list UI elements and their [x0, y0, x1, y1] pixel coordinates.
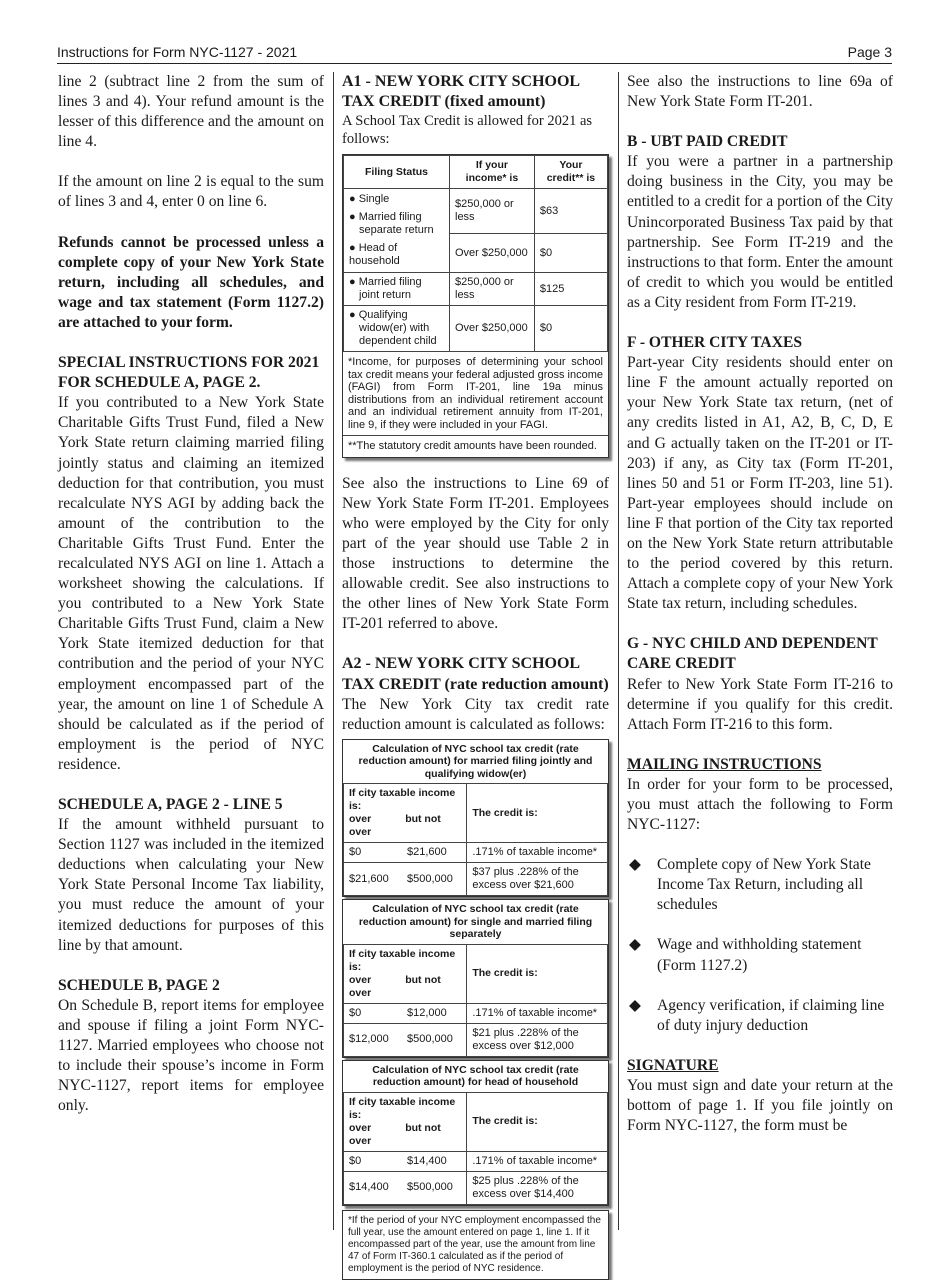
- table-header: If city taxable income is: over but not over: [344, 784, 467, 843]
- column-divider-1: [333, 72, 334, 1230]
- table-cell: $0: [344, 1003, 403, 1023]
- paragraph: If the amount on line 2 is equal to the sum of lines 3 and 4, enter 0 on line 6.: [58, 173, 324, 211]
- section-heading: SIGNATURE: [627, 1056, 719, 1074]
- table-cell: $12,000: [402, 1003, 467, 1023]
- list-item: ◆ Agency verification, if claiming line of duty injury deduction: [629, 996, 885, 1034]
- table-cell: $12,000: [344, 1023, 403, 1056]
- table-title: Calculation of NYC school tax credit (rate reduction amount) for married filing jointly and qualifying widow(er): [343, 740, 608, 785]
- section-heading: SCHEDULE A, PAGE 2 - LINE 5: [58, 796, 283, 813]
- refund-warning: Refunds cannot be processed unless a complete copy of your New York State return, including all schedules, and wage and tax statement (Form 1127.2) are attached to your form.: [58, 233, 324, 331]
- paragraph: See also the instructions to Line 69 of New York State Form IT-201. Employees who were employed by the City for only part of the year should use Table 2 in those instructions to determine the allowable credit. See also instructions to the other lines of New York State Form IT-201 referred to above.: [342, 474, 609, 633]
- table-header: The credit is:: [467, 784, 608, 843]
- employment-footnote: *If the period of your NYC employment encompassed the full year, use the amount entered on page 1, line 1. If it encompassed part of the year, use the amount from line 47 of Form IT-360.1 calculated as if the period of employment is the period of NYC residence.: [348, 1214, 601, 1274]
- table-cell: $0: [344, 1151, 403, 1171]
- paragraph: Refer to New York State Form IT-216 to determine if you qualify for this credit. Attach Form IT-216 to this form.: [627, 675, 893, 733]
- income-footnote: *Income, for purposes of determining your school tax credit means your federal adjusted gross income (FAGI) from Form IT-201, line 19a minus distributions from an individual retirement account and an individual retirement annuity from IT-201, line 9, if they were included in your FAGI.: [343, 352, 608, 436]
- table-cell: $63: [534, 189, 607, 234]
- paragraph: A School Tax Credit is allowed for 2021 as follows:: [342, 113, 593, 148]
- section-heading: A2 - NEW YORK CITY SCHOOL TAX CREDIT (rate reduction amount): [342, 655, 609, 693]
- table-cell: .171% of taxable income*: [467, 1003, 608, 1023]
- paragraph: In order for your form to be processed, you must attach the following to Form NYC-1127:: [627, 775, 893, 834]
- table-cell: $14,400: [344, 1171, 403, 1204]
- table-header: If your income* is: [450, 156, 535, 189]
- table-cell: .171% of taxable income*: [467, 843, 608, 863]
- diamond-bullet-icon: ◆: [629, 936, 641, 954]
- column-2: [342, 72, 609, 1280]
- table-cell: $0: [534, 306, 607, 352]
- list-item: ◆ Complete copy of New York State Income Tax Return, including all schedules: [629, 856, 871, 914]
- list-item: ◆ Wage and withholding statement (Form 1127.2): [629, 936, 862, 974]
- fixed-credit-table: [342, 154, 609, 458]
- rate-table-single: [342, 899, 609, 1058]
- paragraph: line 2 (subtract line 2 from the sum of lines 3 and 4). Your refund amount is the lesser of this difference and the amount on line 4.: [58, 73, 324, 151]
- diamond-bullet-icon: ◆: [629, 856, 641, 874]
- section-heading: A1 - NEW YORK CITY SCHOOL TAX CREDIT (fixed amount): [342, 73, 580, 111]
- column-divider-2: [618, 72, 619, 1230]
- table-cell: $500,000: [402, 863, 467, 896]
- header-page-number: Page 3: [847, 44, 892, 60]
- table-header: If city taxable income is: over but not over: [344, 1093, 467, 1152]
- section-heading: B - UBT PAID CREDIT: [627, 133, 788, 151]
- table-cell: $14,400: [402, 1151, 467, 1171]
- rate-table-head-of-household: [342, 1060, 609, 1206]
- table-cell: $37 plus .228% of the excess over $21,600: [467, 863, 608, 896]
- paragraph: You must sign and date your return at the bottom of page 1. If you file jointly on Form NYC-1127, the form must be: [627, 1076, 893, 1135]
- attachment-list: [627, 855, 893, 1036]
- table-header: If city taxable income is: over but not over: [344, 945, 467, 1004]
- diamond-bullet-icon: ◆: [629, 996, 641, 1014]
- section-heading: F - OTHER CITY TAXES: [627, 334, 803, 352]
- rate-table-joint: [342, 739, 609, 898]
- column-3: [627, 72, 893, 1136]
- section-heading: SCHEDULE B, PAGE 2: [58, 976, 220, 994]
- paragraph: The New York City tax credit rate reduction amount is calculated as follows:: [342, 695, 609, 733]
- table-header: The credit is:: [467, 945, 608, 1004]
- paragraph: Part-year City residents should enter on line F the amount actually reported on your New York State tax return, (net of any credits listed in A1, A2, B, C, D, E and G actually taken on the IT-201 or IT-203) if any, as City tax (Form IT-201, lines 50 and 51 or Form IT-203, line 51). Part-year employees should include on line F that portion of the City tax reported on the New York State return attributable to the period covered by this return. Attach a complete copy of your New York State tax return, including schedules.: [627, 354, 893, 613]
- table-cell: $250,000 or less: [450, 273, 535, 306]
- table-cell: ● Married filing joint return: [344, 273, 450, 306]
- paragraph: See also the instructions to line 69a of New York State Form IT-201.: [627, 73, 893, 111]
- paragraph: If you were a partner in a partnership doing business in the City, you may be entitled to a credit for a portion of the City Unincorporated Business Tax paid by that partnership. See Form IT-219 and the instructions to that form. Enter the amount of credit to which you would be entitled as a City resident from Form IT-219.: [627, 153, 893, 311]
- filing-status-group-a: ● Single ● Married filing separate return ● Head of household: [344, 189, 450, 273]
- section-heading: MAILING INSTRUCTIONS: [627, 755, 822, 773]
- table-cell: $21,600: [344, 863, 403, 896]
- table-cell: $500,000: [402, 1171, 467, 1204]
- table-cell: $250,000 or less: [450, 189, 535, 234]
- paragraph: If you contributed to a New York State Charitable Gifts Trust Fund, filed a New York State return claiming married filing jointly status and claiming an itemized deduction for that contribution, you must recalculate NYS AGI by adding back the amount of the contribution to the Charitable Gifts Trust Fund. Enter the recalculated NYS AGI on line 1. Attach a worksheet showing the calculations. If you contributed to a New York State Charitable Gifts Trust Fund, claim a New York State itemized deduction for that contribution and the period of your NYC employment encompassed part of the year, the amount on line 1 of Schedule A should be calculated as if the period of employment is the period of NYC residence.: [58, 394, 324, 773]
- section-heading: G - NYC CHILD AND DEPENDENT CARE CREDIT: [627, 635, 878, 673]
- column-1: [58, 72, 324, 1116]
- table-header: Your credit** is: [534, 156, 607, 189]
- paragraph: If the amount withheld pursuant to Section 1127 was included in the itemized deductions when calculating your New York State Personal Income Tax liability, you must reduce the amount of your itemized deductions for purposes of this line by that amount.: [58, 816, 324, 954]
- table-cell: ● Qualifying widow(er) with dependent child: [344, 306, 450, 352]
- paragraph: On Schedule B, report items for employee and spouse if filing a joint Form NYC-1127. Married employees who choose not to include their spouse’s income in Form NYC-1127, report items for employee only.: [58, 996, 324, 1115]
- page-header: [57, 43, 892, 64]
- table-cell: $21,600: [402, 843, 467, 863]
- table-cell: .171% of taxable income*: [467, 1151, 608, 1171]
- table-title: Calculation of NYC school tax credit (rate reduction amount) for single and married filing separately: [343, 900, 608, 945]
- table-cell: Over $250,000: [450, 233, 535, 272]
- section-heading: SPECIAL INSTRUCTIONS FOR 2021 FOR SCHEDULE A, PAGE 2.: [58, 354, 320, 392]
- table-header: The credit is:: [467, 1093, 608, 1152]
- table-cell: $0: [344, 843, 403, 863]
- table-cell: Over $250,000: [450, 306, 535, 352]
- table-cell: $500,000: [402, 1023, 467, 1056]
- employment-footnote-box: [342, 1210, 609, 1280]
- table-title: Calculation of NYC school tax credit (rate reduction amount) for head of household: [343, 1061, 608, 1093]
- table-header: Filing Status: [344, 156, 450, 189]
- rounding-footnote: **The statutory credit amounts have been rounded.: [348, 440, 597, 453]
- table-cell: $125: [534, 273, 607, 306]
- header-form-title: Instructions for Form NYC-1127 - 2021: [57, 44, 298, 60]
- table-cell: $25 plus .228% of the excess over $14,400: [467, 1171, 608, 1204]
- table-cell: $21 plus .228% of the excess over $12,000: [467, 1023, 608, 1056]
- table-cell: $0: [534, 233, 607, 272]
